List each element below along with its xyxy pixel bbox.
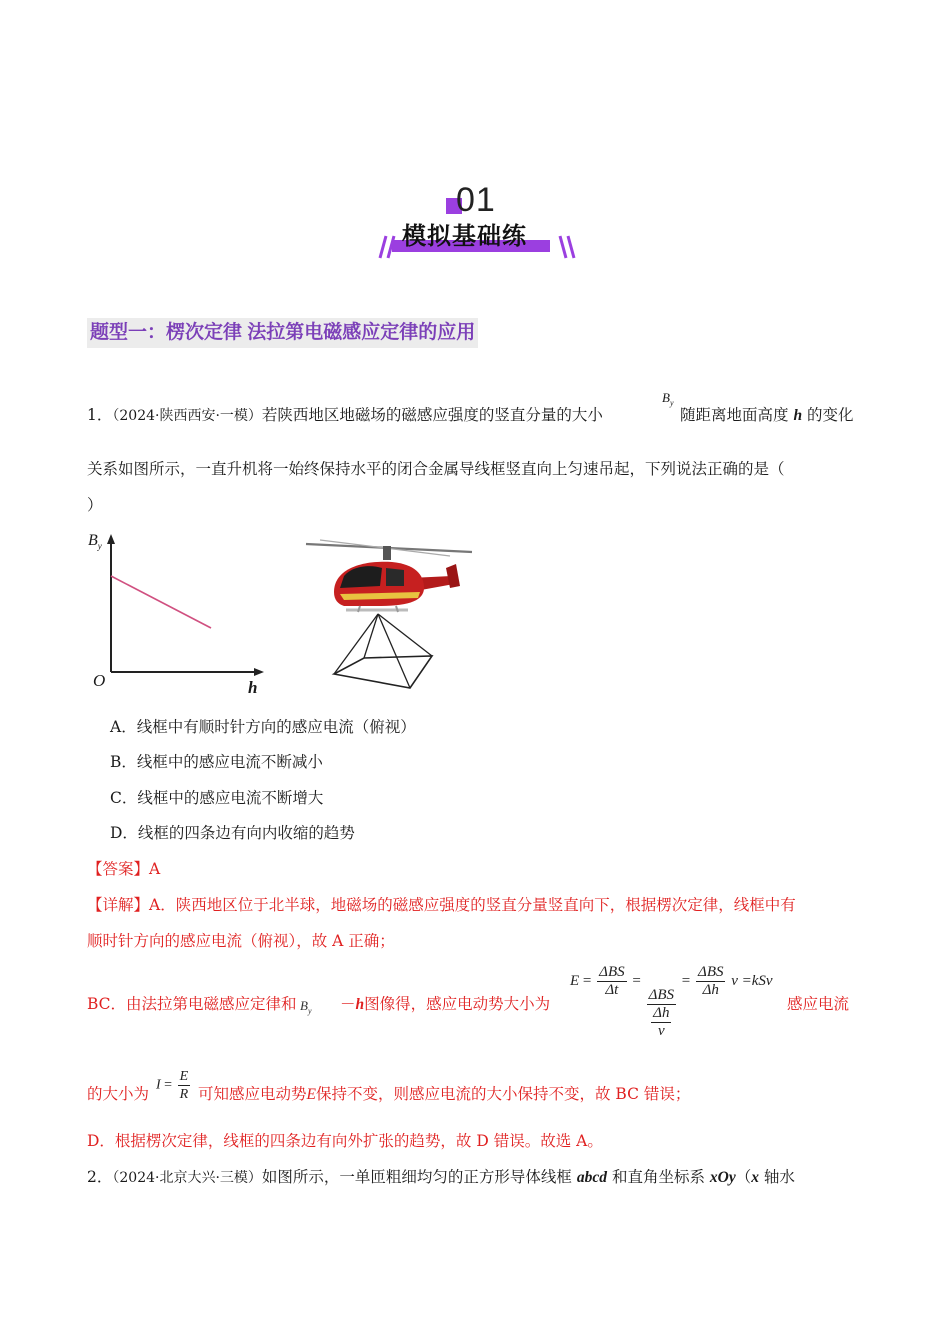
q1-answer [87,858,160,880]
q1-detail-line-3-d: 感应电流 [787,995,850,1013]
section-number: 01 [456,181,496,219]
helicopter-illustration [300,534,480,694]
q1-symbol-h: h [793,407,803,424]
q1-source: （2024·陕西西安·一模） [112,408,262,424]
by-h-line [111,576,211,628]
q1-text-b: 随距离地面高度 [680,406,789,424]
q1-line-1 [87,404,603,427]
detail-tag: 【详解】 [87,896,150,914]
answer-tag: 【答案】 [87,860,150,878]
q1-text-a: 若陕西地区地磁场的磁感应强度的竖直分量的大小 [261,406,603,424]
detail-symbol-By: $B_y$ [300,998,312,1016]
q1-line-2: 关系如图所示，一直升机将一始终保持水平的闭合金属导线框竖直向上匀速吊起，下列说法正确的是（ [87,460,785,478]
fraction-2: $\frac{\text{ΔBS}}{\frac{\Delta h}{v}}$ [648,986,675,1039]
q1-symbol-B: $B_y$ [662,390,674,408]
fraction-3: $\frac{\text{ΔBS}}{\Delta h}$ [698,964,724,998]
graph-y-label: $B_y$ [88,532,102,552]
q1-line-3: ） [87,496,103,514]
by-h-graph [84,530,274,700]
q1-option-d: D．线框的四条边有向内收缩的趋势 [110,824,355,842]
section-title: 模拟基础练 [402,223,527,250]
q1-option-a: A．线框中有顺时针方向的感应电流（俯视） [110,718,416,736]
graph-x-label: h [248,678,258,697]
q2-line-1: 2．（2024·北京大兴·三模）如图所示，一单匝粗细均匀的正方形导体线框 abcd 和直角坐标系 xOy（x 轴水 [87,1168,795,1186]
q1-detail-line-4-a: 的大小为 [87,1085,150,1103]
q1-line-1-end [680,404,854,427]
q2-number: 2． [87,1168,113,1186]
q1-detail-line-2: 顺时针方向的感应电流（俯视），故 A 正确； [87,932,395,950]
q1-detail-line-4-b: 可知感应电动势E保持不变，则感应电流的大小保持不变，故 BC 错误； [198,1085,691,1103]
current-formula: I = $\frac{E}{R}$ [156,1069,189,1102]
q1-text-c: 的变化 [807,406,854,424]
q1-detail-line-5: D．根据楞次定律，线框的四条边有向外扩张的趋势，故 D 错误。故选 A。 [87,1132,603,1150]
answer-value: A [149,860,161,878]
fraction-1: $\frac{\text{ΔBS}}{\Delta t}$ [599,964,625,998]
slash-decoration-right [558,234,582,260]
q1-detail-line-1: 【详解】A．陕西地区位于北半球，地磁场的磁感应强度的竖直分量竖直向下，根据楞次定律，线框中有 [87,896,796,914]
section-header [370,180,600,260]
q1-option-b: B．线框中的感应电流不断减小 [110,753,323,771]
q1-detail-line-3-a: BC．由法拉第电磁感应定律和 [87,995,297,1013]
slash-decoration-left [378,234,402,260]
q1-option-c: C．线框中的感应电流不断增大 [110,789,324,807]
q1-number: 1． [87,406,113,424]
graph-origin-label: O [93,671,106,690]
q2-source: （2024·北京大兴·三模） [112,1170,262,1186]
emf-formula: E = $\frac{\text{ΔBS}}{\Delta t}$ = $\frac{\text{ΔBS}}{\frac{\Delta h}{v}}$ = $\frac{\text{ΔBS}}{\Delta h}$ v =kSv [570,964,773,1039]
topic-heading: 题型一：楞次定律 法拉第电磁感应定律的应用 [87,318,478,348]
q1-detail-line-3-b: －h图像得，感应电动势大小为 [340,995,551,1013]
